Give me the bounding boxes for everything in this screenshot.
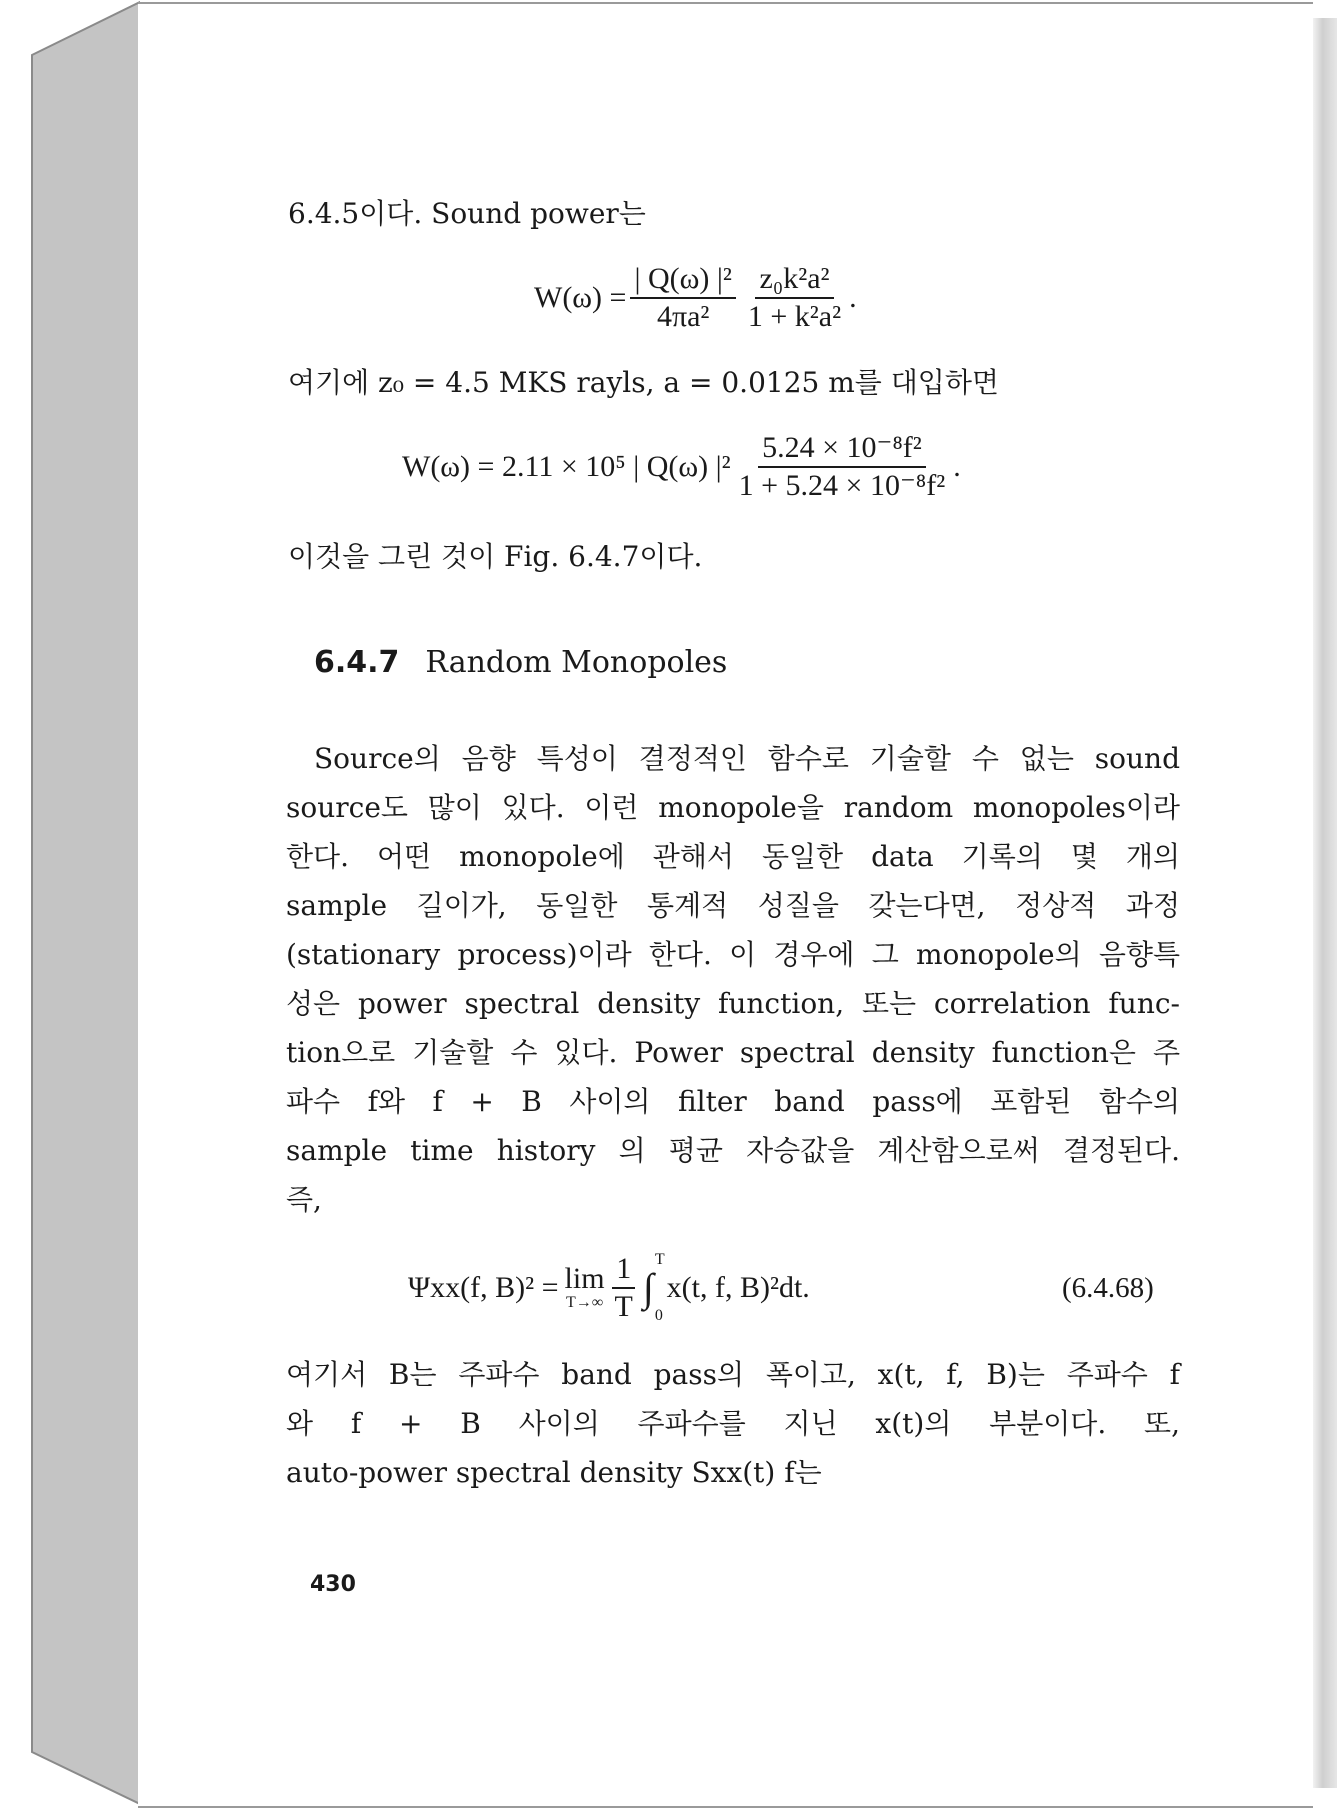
eq3-integrand: x(t, f, B)²dt. (666, 1271, 810, 1304)
paragraph-line: 한다. 어떤 monopole에 관해서 동일한 data 기록의 몇 개의 (286, 840, 1180, 873)
eq3-fraction (611, 1253, 637, 1323)
eq2-numerator: 5.24 × 10⁻⁸f² (758, 432, 926, 468)
text-line: 이것을 그린 것이 Fig. 6.4.7이다. (288, 540, 703, 573)
text-line: 여기에 z₀ = 4.5 MKS rayls, a = 0.0125 m를 대입하면 (288, 366, 999, 399)
book-spine (0, 0, 140, 1806)
paragraph-line: 즉, (286, 1183, 322, 1216)
eq2-denominator: 1 + 5.24 × 10⁻⁸f² (738, 469, 946, 502)
eq2-fraction (735, 432, 950, 502)
eq3-numerator: 1 (612, 1253, 635, 1289)
eq1-denominator-2: 1 + k²a² (747, 300, 842, 333)
paragraph-line: tion으로 기술할 수 있다. Power spectral density function은 주 (286, 1036, 1180, 1069)
paragraph-line: sample time history 의 평균 자승값을 계산함으로써 결정된다. (286, 1134, 1180, 1167)
eq3-denominator: T (614, 1290, 633, 1323)
integral-sign: ∫ (642, 1265, 654, 1310)
eq3-lhs: Ψxx(f, B)² = (408, 1271, 559, 1304)
eq1-lhs: W(ω) = (534, 281, 627, 314)
text-line: 6.4.5이다. Sound power는 (288, 197, 646, 230)
eq3-limit (565, 1264, 605, 1312)
paragraph-line: sample 길이가, 동일한 통계적 성질을 갖는다면, 정상적 과정 (286, 889, 1180, 922)
eq1-denominator-1: 4πa² (656, 300, 710, 333)
eq3-int-upper: T (654, 1251, 665, 1268)
eq1-numerator-1: | Q(ω) |² (630, 263, 735, 299)
eq1-fraction-1 (630, 263, 735, 333)
eq1-fraction-2 (744, 263, 845, 333)
paragraph-line: 와 f + B 사이의 주파수를 지닌 x(t)의 부분이다. 또, (286, 1407, 1180, 1440)
paragraph-line: 여기서 B는 주파수 band pass의 폭이고, x(t, f, B)는 주파수 f (286, 1358, 1180, 1391)
eq3-lim: lim (564, 1262, 605, 1295)
paragraph-line: 파수 f와 f + B 사이의 filter band pass에 포함된 함수의 (286, 1085, 1180, 1118)
section-title: Random Monopoles (425, 645, 728, 680)
paragraph-line: auto-power spectral density Sxx(t) f는 (286, 1456, 822, 1489)
paragraph-line: Source의 음향 특성이 결정적인 함수로 기술할 수 없는 sound (314, 742, 1180, 775)
eq2-lhs: W(ω) = 2.11 × 10⁵ | Q(ω) |² (402, 450, 731, 483)
eq3-lim-sub: T→∞ (565, 1294, 604, 1311)
equation-sound-power-numeric (402, 432, 961, 502)
section-heading (314, 646, 727, 680)
paragraph-line: 성은 power spectral density function, 또는 correlation func- (286, 987, 1180, 1020)
equation-6-4-68 (408, 1252, 810, 1324)
eq1-numerator-2: z₀k²a² (755, 263, 833, 299)
eq1-end: . (849, 281, 857, 314)
paragraph-line: (stationary process)이라 한다. 이 경우에 그 monopole의 음향특 (286, 938, 1180, 971)
equation-sound-power (534, 263, 857, 333)
eq3-integral (643, 1252, 665, 1324)
eq2-end: . (953, 450, 961, 483)
equation-number: (6.4.68) (1062, 1272, 1154, 1304)
paragraph-line: source도 많이 있다. 이런 monopole을 random monopoles이라 (286, 791, 1180, 824)
section-number: 6.4.7 (314, 645, 400, 680)
page-number: 430 (310, 1572, 356, 1597)
eq3-int-lower: 0 (654, 1307, 663, 1324)
page-edge (1313, 18, 1337, 1788)
